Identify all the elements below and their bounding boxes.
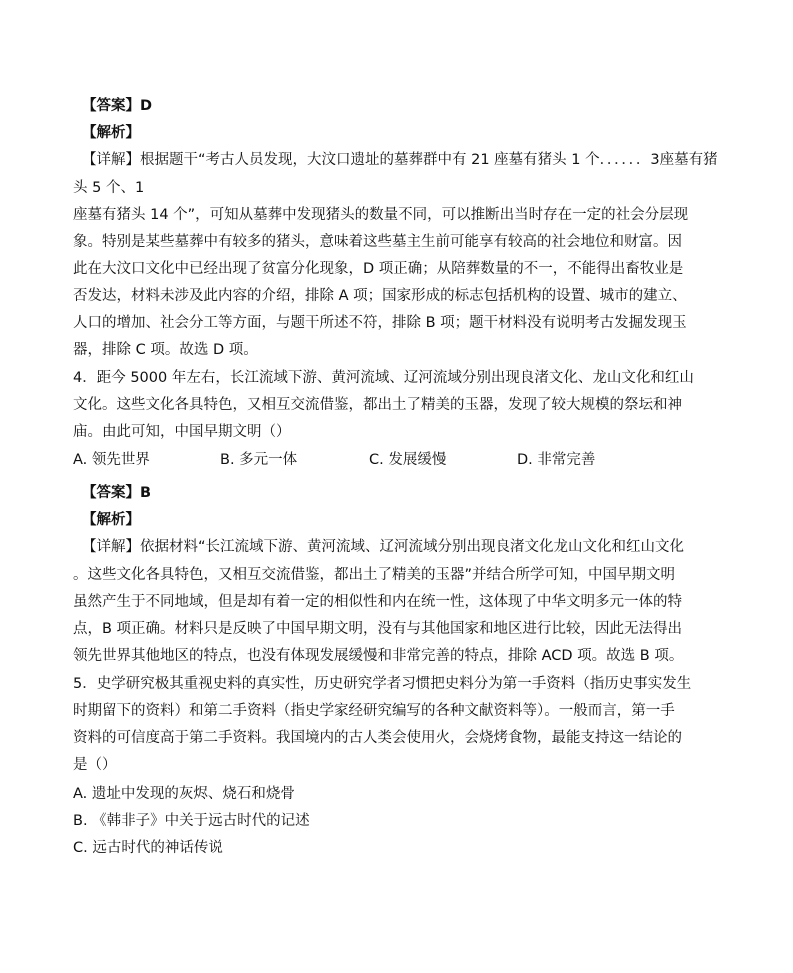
option-c: C. 发展缓慢 [369, 452, 447, 468]
question-stem: 是（） [73, 757, 117, 773]
analysis-label: 【解析】 [82, 125, 140, 141]
question-stem: 4．距今 5000 年左右，长江流域下游、黄河流域、辽河流域分别出现良渚文化、龙山文化和红山 [73, 370, 694, 386]
option-a: A. 领先世界 [73, 452, 150, 468]
answer-label: 【答案】B [82, 485, 152, 501]
question-stem: 5．史学研究极其重视史料的真实性，历史研究学者习惯把史料分为第一手资料（指历史事实发生 [73, 676, 692, 692]
answer-label: 【答案】D [82, 98, 153, 114]
detail-line: 点，B 项正确。材料只是反映了中国早期文明，没有与其他国家和地区进行比较，因此无法得出 [73, 621, 683, 637]
option-a: A. 遗址中发现的灰烬、烧石和烧骨 [73, 786, 295, 802]
detail-line: 【详解】依据材料“长江流域下游、黄河流域、辽河流域分别出现良渚文化龙山文化和红山文化 [82, 539, 685, 555]
option-c: C. 远古时代的神话传说 [73, 840, 223, 856]
detail-line: 座墓有猪头 14 个”，可知从墓葬中发现猪头的数量不同，可以推断出当时存在一定的社会分层现 [73, 207, 689, 223]
question-stem: 庙。由此可知，中国早期文明（） [73, 424, 291, 440]
detail-line: 器，排除 C 项。故选 D 项。 [73, 342, 258, 358]
question-stem: 文化。这些文化各具特色，又相互交流借鉴，都出土了精美的玉器，发现了较大规模的祭坛和神 [73, 397, 682, 413]
detail-line: 领先世界其他地区的特点，也没有体现发展缓慢和非常完善的特点，排除 ACD 项。故选 B 项。 [73, 648, 684, 664]
detail-line: 【详解】根据题干“考古人员发现，大汶口遗址的墓葬群中有 21 座墓有猪头 1 个．．．．．．3座墓有猪 [82, 152, 718, 168]
detail-line: 象。特别是某些墓葬中有较多的猪头，意味着这些墓主生前可能享有较高的社会地位和财富。因 [73, 234, 682, 250]
option-d: D. 非常完善 [517, 452, 596, 468]
question-stem: 时期留下的资料）和第二手资料（指史学家经研究编写的各种文献资料等）。一般而言，第一手 [73, 703, 675, 719]
question-stem: 资料的可信度高于第二手资料。我国境内的古人类会使用火，会烧烤食物，最能支持这一结论的 [73, 730, 682, 746]
detail-line: 虽然产生于不同地域，但是却有着一定的相似性和内在统一性，这体现了中华文明多元一体的特 [73, 594, 682, 610]
detail-line: 此在大汶口文化中已经出现了贫富分化现象，D 项正确；从陪葬数量的不一，不能得出畜牧业是 [73, 261, 684, 277]
detail-line: 人口的增加、社会分工等方面，与题干所述不符，排除 B 项；题干材料没有说明考古发掘发现玉 [73, 315, 687, 331]
analysis-label: 【解析】 [82, 512, 140, 528]
option-b: B. 多元一体 [220, 452, 298, 468]
detail-line: 。这些文化各具特色，又相互交流借鉴，都出土了精美的玉器”并结合所学可知，中国早期文明 [73, 567, 676, 583]
detail-line: 头 5 个、1 [73, 180, 145, 196]
detail-line: 否发达，材料未涉及此内容的介绍，排除 A 项；国家形成的标志包括机构的设置、城市的建立、 [73, 288, 687, 304]
option-b: B. 《韩非子》中关于远古时代的记述 [73, 813, 310, 829]
